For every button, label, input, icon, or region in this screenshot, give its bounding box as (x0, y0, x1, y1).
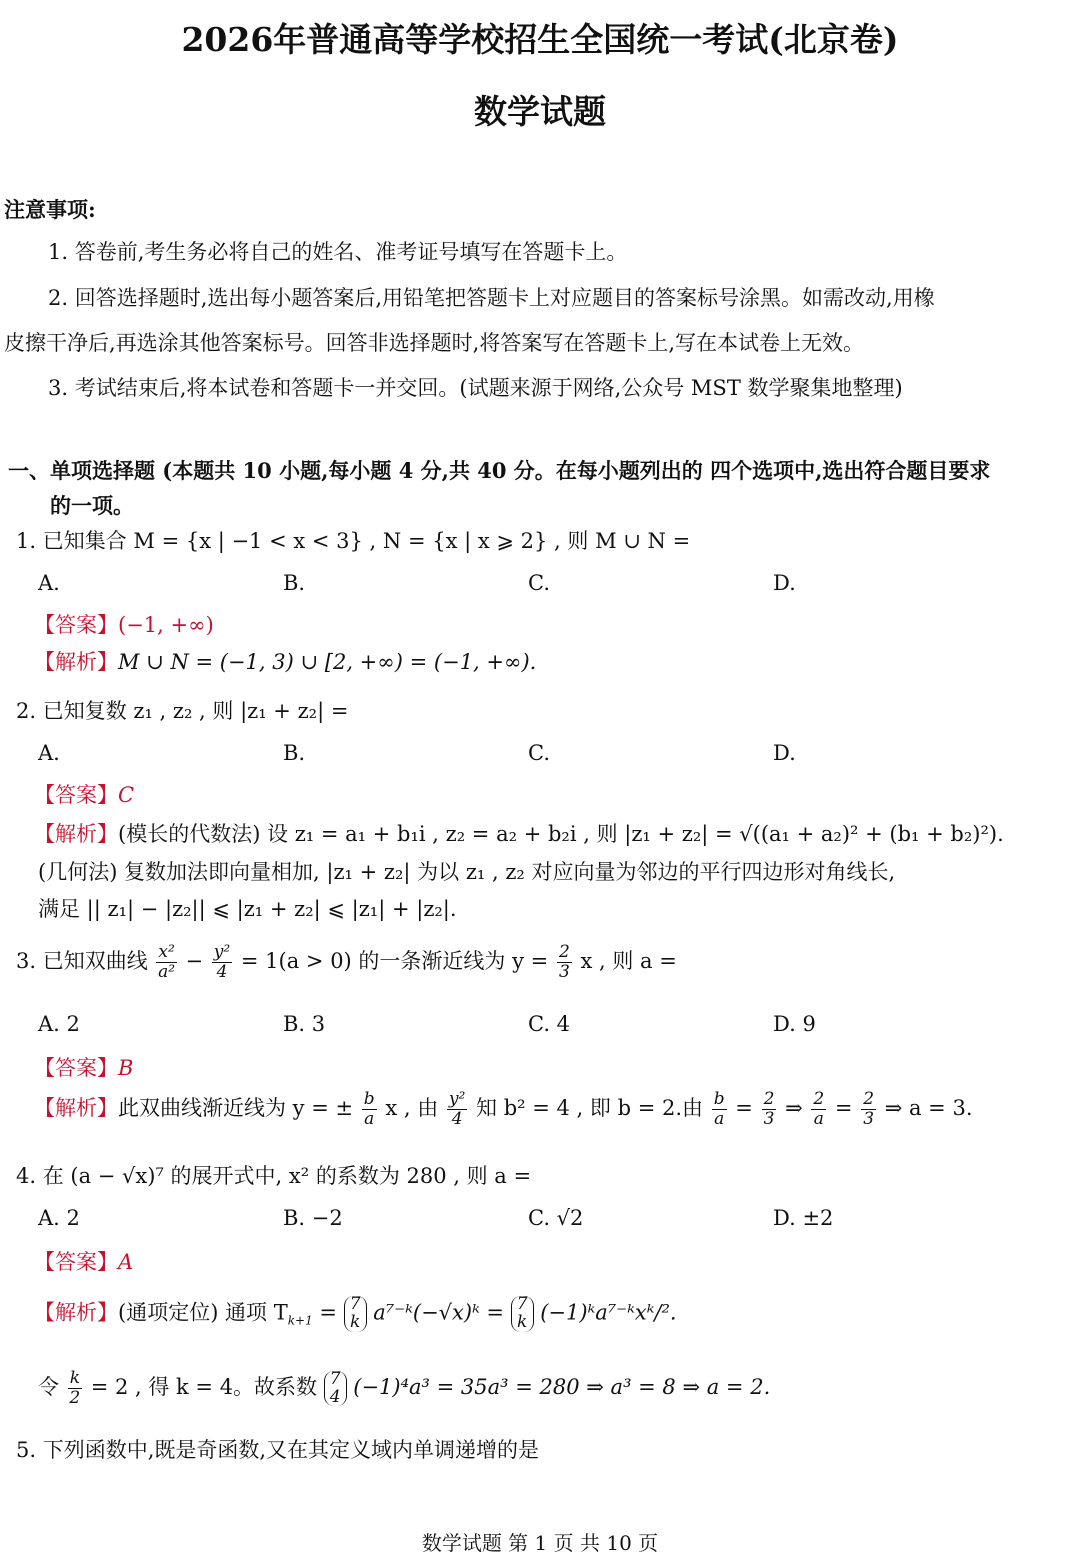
denominator: 3 (558, 962, 570, 982)
binomial-coefficient (344, 1296, 367, 1332)
question-1-analysis (34, 648, 536, 676)
numerator: k (69, 1368, 80, 1388)
question-1-option-d: D. (773, 571, 796, 595)
numerator: b (363, 1089, 375, 1109)
stem-text: 3. 已知双曲线 (16, 949, 148, 973)
denominator: a (813, 1109, 824, 1129)
answer-value: (−1, +∞) (118, 613, 214, 637)
analysis-text: (−1)⁴a³ = 35a³ = 280 ⇒ a³ = 8 ⇒ a = 2. (353, 1375, 771, 1399)
question-4-option-b: B. −2 (283, 1206, 343, 1230)
analysis-text: 此双曲线渐近线为 y = ± (118, 1096, 354, 1120)
minus-sign: − (185, 949, 204, 973)
exam-subtitle: 数学试题 (474, 92, 606, 131)
denominator: 3 (863, 1109, 875, 1129)
answer-value: A (118, 1250, 134, 1274)
question-2-stem: 2. 已知复数 z₁ , z₂ , 则 |z₁ + z₂| = (16, 699, 349, 723)
fraction (811, 1091, 826, 1128)
question-2-analysis-1 (34, 820, 1004, 848)
notice-item-1: 1. 答卷前,考生务必将自己的姓名、准考证号填写在答题卡上。 (48, 240, 628, 264)
question-3-option-b: B. 3 (283, 1012, 326, 1036)
notice-item-2-line-1: 2. 回答选择题时,选出每小题答案后,用铅笔把答题卡上对应题目的答案标号涂黑。如需改动,用橡 (48, 286, 935, 310)
question-1-option-c: C. (528, 571, 550, 595)
answer-label: 【答案】 (34, 783, 118, 807)
question-3-option-c: C. 4 (528, 1012, 571, 1036)
analysis-text: = (312, 1300, 337, 1325)
analysis-text: 令 (38, 1375, 59, 1399)
binom-bottom: k (349, 1311, 361, 1332)
binom-bottom: 4 (329, 1386, 341, 1407)
question-4-stem: 4. 在 (a − √x)⁷ 的展开式中, x² 的系数为 280 , 则 a = (16, 1164, 532, 1188)
notice-item-2-line-2: 皮擦干净后,再选涂其他答案标号。回答非选择题时,将答案写在答题卡上,写在本试卷上无效。 (4, 331, 865, 355)
binomial-coefficient (511, 1296, 534, 1332)
analysis-text: M ∪ N = (−1, 3) ∪ [2, +∞) = (−1, +∞). (118, 650, 537, 674)
binomial-coefficient (324, 1368, 347, 1407)
implies-sign: ⇒ (785, 1096, 803, 1120)
question-2-analysis-2: (几何法) 复数加法即向量相加, |z₁ + z₂| 为以 z₁ , z₂ 对应向量为邻边的平行四边形对角线长, (38, 860, 896, 884)
notice-heading: 注意事项: (4, 197, 96, 222)
analysis-text: (模长的代数法) 设 z₁ = a₁ + b₁i , z₂ = a₂ + b₂i , 则 |z₁ + z₂| = √((a₁ + a₂)² + (b₁ + b₂)²). (118, 822, 1004, 846)
analysis-text: a⁷⁻ᵏ(−√x)ᵏ = (373, 1300, 505, 1325)
analysis-label: 【解析】 (34, 650, 118, 674)
numerator: x² (158, 942, 175, 962)
fraction (68, 1370, 82, 1407)
numerator: y² (448, 1089, 466, 1109)
question-5-stem: 5. 下列函数中,既是奇函数,又在其定义域内单调递增的是 (16, 1438, 540, 1462)
binom-top: 7 (329, 1368, 341, 1389)
answer-value: C (118, 783, 135, 807)
denominator: a (364, 1109, 375, 1129)
equals-sign: = (735, 1096, 753, 1120)
fraction (156, 944, 176, 981)
denominator: 2 (69, 1388, 81, 1408)
answer-label: 【答案】 (34, 1056, 118, 1080)
numerator: 2 (558, 942, 570, 962)
stem-text: = 1(a > 0) 的一条渐近线为 y = (240, 949, 549, 973)
numerator: 2 (763, 1089, 775, 1109)
binom-top: 7 (516, 1294, 528, 1314)
question-4-option-a: A. 2 (38, 1206, 80, 1230)
fraction (557, 944, 572, 981)
binom-bottom: k (516, 1311, 528, 1332)
question-1-option-a: A. (38, 571, 60, 595)
analysis-text: x , 由 (385, 1096, 439, 1120)
answer-label: 【答案】 (34, 1250, 118, 1274)
question-2-option-d: D. (773, 741, 796, 765)
analysis-text: 知 b² = 4 , 即 b = 2.由 (476, 1096, 704, 1120)
question-4-analysis-2 (38, 1370, 770, 1407)
binom-top: 7 (349, 1294, 361, 1314)
question-3-option-d: D. 9 (773, 1012, 816, 1036)
fraction (212, 944, 232, 981)
fraction (762, 1091, 777, 1128)
answer-value: B (118, 1056, 134, 1080)
denominator: a² (158, 962, 176, 982)
question-3-stem (16, 944, 677, 981)
numerator: b (713, 1089, 725, 1109)
fraction (712, 1091, 727, 1128)
equals-sign: = (834, 1096, 853, 1120)
section-heading-line-1: 一、单项选择题 (本题共 10 小题,每小题 4 分,共 40 分。在每小题列出的 四个选项中,选出符合题目要求 (8, 458, 991, 483)
question-4-analysis-1 (34, 1296, 677, 1335)
analysis-label: 【解析】 (34, 1300, 118, 1325)
stem-text: x , 则 a = (580, 949, 677, 973)
page-footer: 数学试题 第 1 页 共 10 页 (421, 1531, 659, 1555)
question-4-option-c: C. √2 (528, 1206, 584, 1230)
denominator: 4 (451, 1109, 463, 1129)
fraction (447, 1091, 467, 1128)
question-2-option-c: C. (528, 741, 550, 765)
denominator: a (714, 1109, 725, 1129)
question-3-analysis (34, 1091, 973, 1128)
exam-title: 2026年普通高等学校招生全国统一考试(北京卷) (181, 20, 899, 59)
analysis-text: (−1)ᵏa⁷⁻ᵏxᵏ/². (540, 1300, 677, 1325)
analysis-text: ⇒ a = 3. (884, 1096, 973, 1120)
analysis-label: 【解析】 (34, 1096, 118, 1120)
question-2-answer (34, 781, 134, 809)
numerator: y² (213, 942, 231, 962)
denominator: 4 (216, 962, 228, 982)
question-2-option-b: B. (283, 741, 306, 765)
question-2-option-a: A. (38, 741, 60, 765)
subscript: k+1 (287, 1313, 313, 1328)
question-1-option-b: B. (283, 571, 306, 595)
question-2-analysis-3: 满足 || z₁| − |z₂|| ⩽ |z₁ + z₂| ⩽ |z₁| + |z₂|. (38, 897, 457, 921)
question-4-option-d: D. ±2 (773, 1206, 834, 1230)
fraction (861, 1091, 876, 1128)
question-1-answer (34, 611, 214, 639)
question-3-answer (34, 1054, 133, 1082)
question-4-answer (34, 1248, 133, 1276)
question-3-option-a: A. 2 (38, 1012, 80, 1036)
numerator: 2 (863, 1089, 875, 1109)
analysis-text: = 2 , 得 k = 4。故系数 (90, 1375, 318, 1399)
analysis-label: 【解析】 (34, 822, 118, 846)
denominator: 3 (763, 1109, 775, 1129)
fraction (362, 1091, 377, 1128)
question-1-stem: 1. 已知集合 M = {x | −1 < x < 3} , N = {x | x ⩾ 2} , 则 M ∪ N = (16, 529, 691, 553)
analysis-text: (通项定位) 通项 T (118, 1300, 288, 1325)
answer-label: 【答案】 (34, 613, 118, 637)
numerator: 2 (813, 1089, 825, 1109)
notice-item-3: 3. 考试结束后,将本试卷和答题卡一并交回。(试题来源于网络,公众号 MST 数学聚集地整理) (48, 376, 903, 400)
section-heading-line-2: 的一项。 (50, 493, 134, 518)
